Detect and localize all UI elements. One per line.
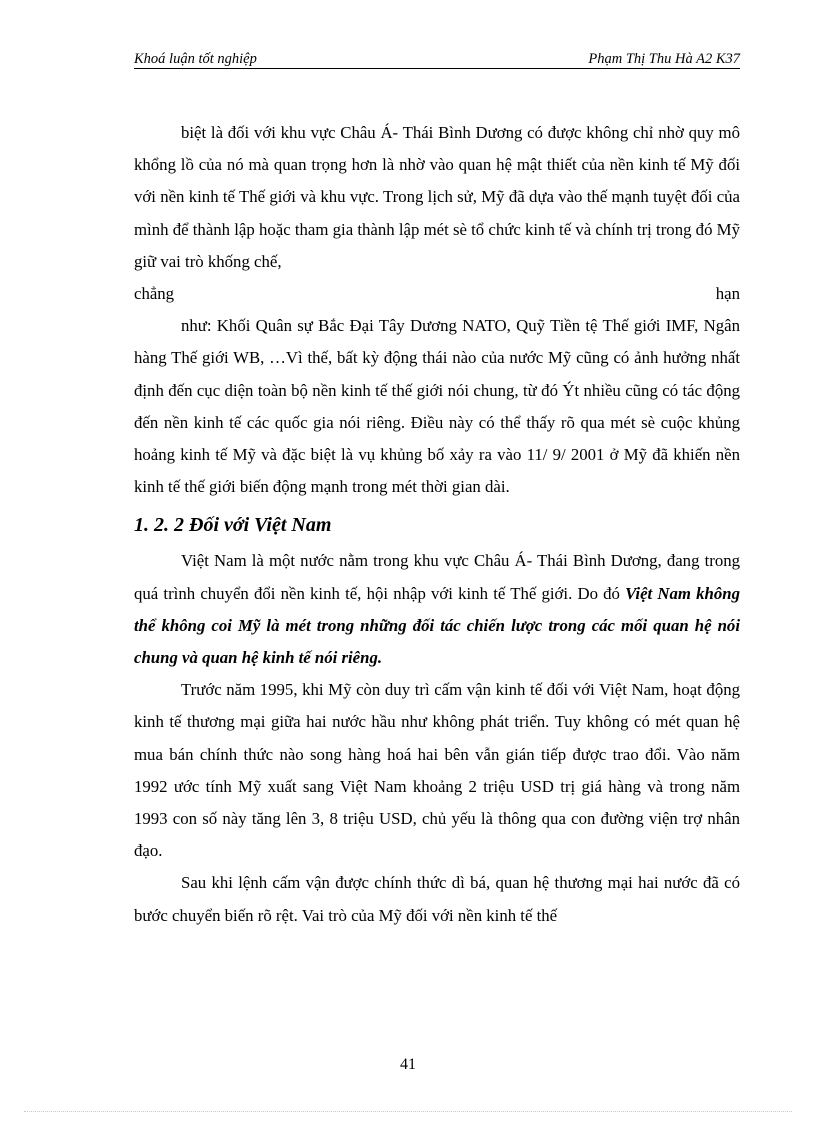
- running-header: [134, 50, 740, 69]
- body-text: [134, 117, 740, 932]
- header-author: Phạm Thị Thu Hà A2 K37: [588, 51, 740, 67]
- paragraph-vietnam-text: Việt Nam là một nước nằm trong khu vực Châu Á- Thái Bình Dương, đang trong quá trình chuyển đổi nền kinh tế, hội nhập với kinh tế Thế giới. Do đó: [134, 551, 740, 603]
- paragraph-us-economy-role: biệt là đối với khu vực Châu Á- Thái Bình Dương có được không chỉ nhờ quy mô khổng lồ của nó mà quan trọng hơn là nhờ vào quan hệ mật thiết của nền kinh tế Mỹ đối với nền kinh tế Thế giới và khu vực. Trong lịch sử, Mỹ đã dựa vào thế mạnh tuyệt đối của mình để thành lập hoặc tham gia thành lập mét sè tổ chức kinh tế và chính trị trong đó Mỹ giữ vai trò khống chế,: [134, 123, 740, 271]
- section-heading: 1. 2. 2 Đối với Việt Nam: [134, 514, 332, 537]
- split-word-left: chẳng: [134, 284, 175, 304]
- page-bottom-divider: [24, 1111, 792, 1112]
- split-word-right: hạn: [715, 284, 740, 304]
- justified-break-line: [134, 278, 740, 310]
- emphasized-statement: Việt Nam không thể không coi Mỹ là mét trong những đối tác chiến lược trong các mối quan hệ nói chung và quan hệ kinh tế nói riêng.: [134, 583, 740, 668]
- page-number: 41: [400, 1056, 416, 1073]
- paragraph-international-orgs: như: Khối Quân sự Bắc Đại Tây Dương NATO, Quỹ Tiền tệ Thế giới IMF, Ngân hàng Thế giới WB, …Vì thế, bất kỳ động thái nào của nước Mỹ cũng có ảnh hưởng nhất định đến cục diện toàn bộ nền kinh tế thế giới nói chung, từ đó Ýt nhiều cũng có tác động đến nền kinh tế các quốc gia nói riêng. Điều này có thể thấy rõ qua mét sè cuộc khủng hoảng kinh tế Mỹ và đặc biệt là vụ khủng bố xảy ra vào 11/ 9/ 2001 ở Mỹ đã khiến nền kinh tế thế giới biến động mạnh trong mét thời gian dài.: [134, 316, 740, 497]
- paragraph-pre-1995-trade: Trước năm 1995, khi Mỹ còn duy trì cấm vận kinh tế đối với Việt Nam, hoạt động kinh tế thương mại giữa hai nước hầu như không phát triển. Tuy không có mét quan hệ mua bán chính thức nào song hàng hoá hai bên vẫn gián tiếp được trao đổi. Vào năm 1992 ước tính Mỹ xuất sang Việt Nam khoảng 2 triệu USD trị giá hàng và trong năm 1993 con số này tăng lên 3, 8 triệu USD, chủ yếu là thông qua con đường viện trợ nhân đạo.: [134, 680, 740, 861]
- paragraph-post-embargo: Sau khi lệnh cấm vận được chính thức dì bá, quan hệ thương mại hai nước đã có bước chuyển biến rõ rệt. Vai trò của Mỹ đối với nền kinh tế thế: [134, 873, 740, 925]
- header-thesis-label: Khoá luận tốt nghiệp: [134, 51, 257, 67]
- paragraph-vietnam-context: [134, 545, 740, 674]
